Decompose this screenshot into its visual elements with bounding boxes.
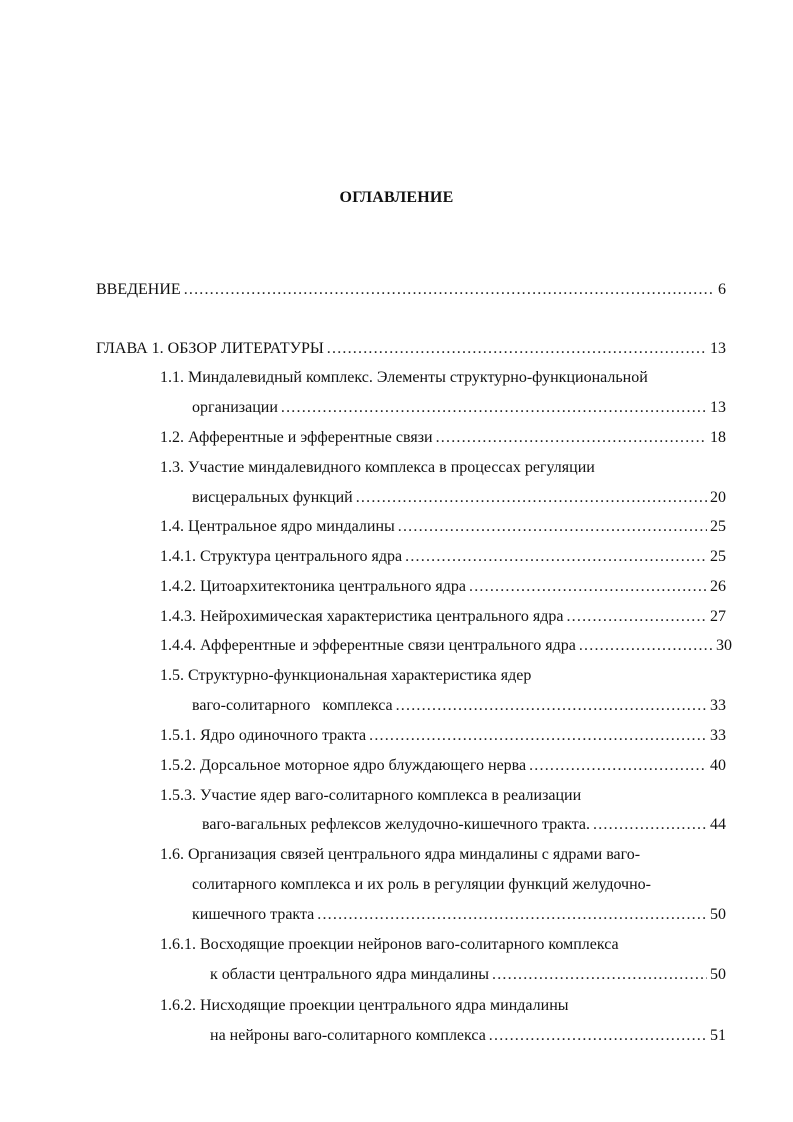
toc-entry-text: 1.4.2. Цитоархитектоника центрального ядра — [160, 578, 467, 595]
toc-leader-dots — [327, 338, 707, 360]
toc-leader-dots — [184, 279, 715, 301]
toc-page-number: 33 — [710, 697, 726, 714]
toc-entry-text: ваго-вагальных рефлексов желудочно-кишечного тракта. — [202, 816, 591, 833]
toc-entry — [210, 1025, 726, 1047]
toc-entry-text: 1.5. Структурно-функциональная характеристика ядер — [160, 667, 532, 684]
toc-page-number: 18 — [710, 429, 726, 446]
toc-entry — [160, 755, 726, 777]
toc-entry — [192, 695, 726, 717]
toc-leader-dots — [593, 814, 707, 836]
toc-page-number: 51 — [710, 1027, 726, 1044]
toc-page-number: 26 — [710, 578, 726, 595]
toc-entry-text: 1.2. Афферентные и эфферентные связи — [160, 429, 433, 446]
toc-entry-text: 1.6.2. Нисходящие проекции центрального ядра миндалины — [160, 997, 569, 1014]
toc-leader-dots — [566, 606, 707, 628]
toc-entry-text: 1.3. Участие миндалевидного комплекса в процессах регуляции — [160, 459, 595, 476]
toc-entry-text: к области центрального ядра миндалины — [210, 966, 490, 983]
toc-entry-text: ГЛАВА 1. ОБЗОР ЛИТЕРАТУРЫ — [96, 340, 324, 357]
toc-entry — [160, 427, 726, 449]
toc-entry-text: 1.4. Центральное ядро миндалины — [160, 518, 395, 535]
toc-leader-dots — [469, 576, 707, 598]
toc-entry-text: на нейроны ваго-солитарного комплекса — [210, 1027, 486, 1044]
toc-leader-dots — [579, 635, 713, 657]
toc-leader-dots — [398, 516, 707, 538]
toc-entry — [160, 576, 726, 598]
toc-page-number: 13 — [710, 340, 726, 357]
toc-entry-text: кишечного тракта — [192, 906, 315, 923]
toc-entry — [210, 964, 726, 986]
toc-entry — [202, 814, 726, 836]
toc-entry — [96, 279, 726, 301]
toc-leader-dots — [492, 964, 707, 986]
toc-leader-dots — [369, 725, 707, 747]
toc-entry — [192, 397, 726, 419]
toc-leader-dots — [317, 904, 707, 926]
toc-entry — [160, 606, 726, 628]
toc-entry — [160, 635, 732, 657]
toc-page-number: 40 — [710, 757, 726, 774]
toc-leader-dots — [436, 427, 707, 449]
toc-entry-text: 1.5.3. Участие ядер ваго-солитарного комплекса в реализации — [160, 787, 582, 804]
toc-page-number: 50 — [710, 906, 726, 923]
toc-entry-text: висцеральных функций — [192, 489, 353, 506]
toc-page-number: 25 — [710, 518, 726, 535]
toc-entry-text: 1.4.1. Структура центрального ядра — [160, 548, 403, 565]
toc-entry — [192, 487, 726, 509]
toc-page-number: 33 — [710, 727, 726, 744]
toc-entry-text: организации — [192, 399, 278, 416]
toc-entry-text: 1.6.1. Восходящие проекции нейронов ваго-солитарного комплекса — [160, 936, 619, 953]
page-title: ОГЛАВЛЕНИЕ — [339, 189, 454, 206]
toc-entry-text: ваго-солитарного комплекса — [192, 697, 393, 714]
toc-entry-text: 1.5.2. Дорсальное моторное ядро блуждающего нерва — [160, 757, 527, 774]
toc-entry — [192, 904, 726, 926]
toc-leader-dots — [405, 546, 707, 568]
toc-entry-text: солитарного комплекса и их роль в регуляции функций желудочно- — [192, 876, 651, 893]
toc-leader-dots — [356, 487, 707, 509]
toc-entry-text: 1.5.1. Ядро одиночного тракта — [160, 727, 367, 744]
toc-page-number: 30 — [716, 637, 732, 654]
toc-leader-dots — [396, 695, 707, 717]
toc-entry-text: 1.4.3. Нейрохимическая характеристика центрального ядра — [160, 608, 564, 625]
toc-page-number: 13 — [710, 399, 726, 416]
toc-entry — [96, 338, 726, 360]
toc-entry-text: 1.4.4. Афферентные и эфферентные связи центрального ядра — [160, 637, 576, 654]
toc-page-number: 44 — [710, 816, 726, 833]
toc-page-number: 50 — [710, 966, 726, 983]
toc-entry-text: 1.1. Миндалевидный комплекс. Элементы структурно-функциональной — [160, 369, 648, 386]
toc-page-number: 20 — [710, 489, 726, 506]
toc-entry — [160, 725, 726, 747]
toc-page-number: 27 — [710, 608, 726, 625]
toc-entry-text: 1.6. Организация связей центрального ядра миндалины с ядрами ваго- — [160, 846, 641, 863]
toc-leader-dots — [489, 1025, 707, 1047]
toc-page-number: 25 — [710, 548, 726, 565]
toc-page-number: 6 — [718, 281, 726, 298]
toc-entry — [160, 546, 726, 568]
toc-leader-dots — [529, 755, 707, 777]
toc-entry — [160, 516, 726, 538]
toc-leader-dots — [281, 397, 707, 419]
toc-entry-text: ВВЕДЕНИЕ — [96, 281, 181, 298]
